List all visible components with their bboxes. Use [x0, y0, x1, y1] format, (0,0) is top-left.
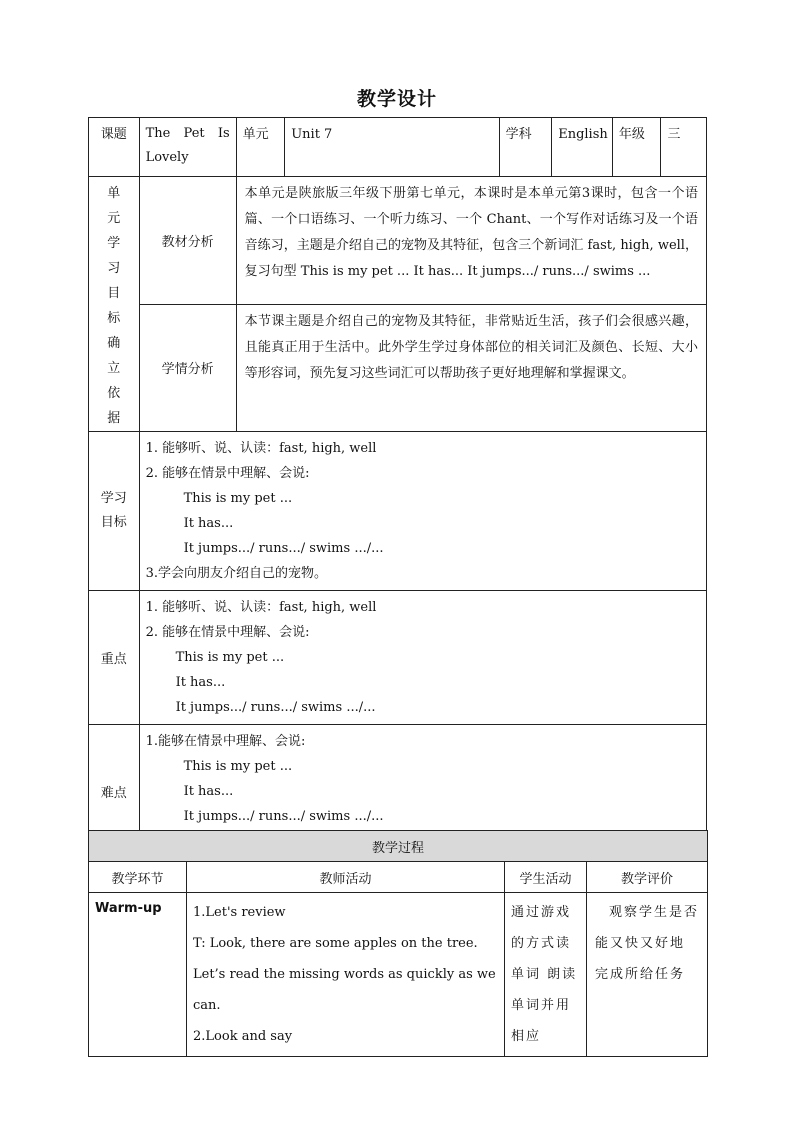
objectives-content: [139, 432, 706, 591]
basis-label: 单 元 学 习 目 标 确 立 依 据: [89, 177, 140, 432]
student-activity: 通过游戏的方式读单词 朗读单词并用相应: [505, 893, 587, 1057]
textbook-analysis-label: 教材分析: [139, 177, 236, 305]
topic-value: The Pet Is Lovely: [139, 118, 236, 177]
objective-line: 3.学会向朋友介绍自己的宠物。: [145, 566, 327, 581]
page-title: 教学设计: [356, 88, 437, 110]
difficulty-line: It has...: [183, 784, 234, 799]
objective-line: It jumps.../ runs.../ swims .../...: [183, 541, 384, 556]
lesson-info-table: [88, 117, 707, 859]
subject-label: 学科: [499, 118, 552, 177]
col-eval: 教学评价: [587, 862, 708, 893]
teaching-process-table: [88, 830, 708, 1057]
learner-analysis-label: 学情分析: [139, 304, 236, 432]
teacher-line: 2.Look and say: [193, 1029, 293, 1044]
key-point-line: It jumps.../ runs.../ swims .../...: [175, 700, 376, 715]
teaching-evaluation: 观察学生是否能又快又好地完成所给任务: [587, 893, 708, 1057]
objectives-label: 学习 目标: [89, 432, 140, 591]
objective-line: 1. 能够听、说、认读：fast, high, well: [145, 441, 377, 456]
key-point-line: This is my pet ...: [175, 650, 285, 665]
objective-line: It has...: [183, 516, 234, 531]
stage-warmup: Warm-up: [89, 893, 187, 1057]
subject-value: English: [552, 118, 613, 177]
col-stage: 教学环节: [89, 862, 187, 893]
grade-value: 三: [661, 118, 707, 177]
unit-value: Unit 7: [285, 118, 499, 177]
teacher-line: T: Look, there are some apples on the tree.: [193, 936, 478, 951]
key-points-content: [139, 591, 706, 725]
difficulty-line: 1.能够在情景中理解、会说:: [145, 734, 306, 749]
teacher-activity: [187, 893, 505, 1057]
key-point-line: It has...: [175, 675, 226, 690]
key-point-line: 2. 能够在情景中理解、会说:: [145, 625, 310, 640]
difficulty-line: It jumps.../ runs.../ swims .../...: [183, 809, 384, 824]
teacher-line: can.: [193, 998, 221, 1013]
col-student: 学生活动: [505, 862, 587, 893]
key-points-label: 重点: [89, 591, 140, 725]
difficulty-line: This is my pet ...: [183, 759, 293, 774]
process-section-title: 教学过程: [89, 831, 708, 862]
objective-line: This is my pet ...: [183, 491, 293, 506]
topic-label: 课题: [89, 118, 140, 177]
learner-analysis-text: 本节课主题是介绍自己的宠物及其特征，非常贴近生活，孩子们会很感兴趣，且能真正用于生活中。此外学生学过身体部位的相关词汇及颜色、长短、大小等形容词，预先复习这些词汇可以帮助孩子更好地理解和掌握课文。: [236, 304, 706, 432]
difficulties-label: 难点: [89, 725, 140, 859]
unit-label: 单元: [236, 118, 285, 177]
textbook-analysis-text: 本单元是陕旅版三年级下册第七单元，本课时是本单元第3课时，包含一个语篇、一个口语练习、一个听力练习、一个 Chant、一个写作对话练习及一个语音练习，主题是介绍自己的宠物及其特征，包含三个新词汇 fast, high, well，复习句型 This is my pet ... It has... It jumps.../ runs.../ swims ...: [236, 177, 706, 305]
key-point-line: 1. 能够听、说、认读：fast, high, well: [145, 600, 377, 615]
col-teacher: 教师活动: [187, 862, 505, 893]
objective-line: 2. 能够在情景中理解、会说:: [145, 466, 310, 481]
teacher-line: Let’s read the missing words as quickly as we: [193, 967, 496, 982]
teacher-line: 1.Let's review: [193, 905, 286, 920]
grade-label: 年级: [612, 118, 661, 177]
